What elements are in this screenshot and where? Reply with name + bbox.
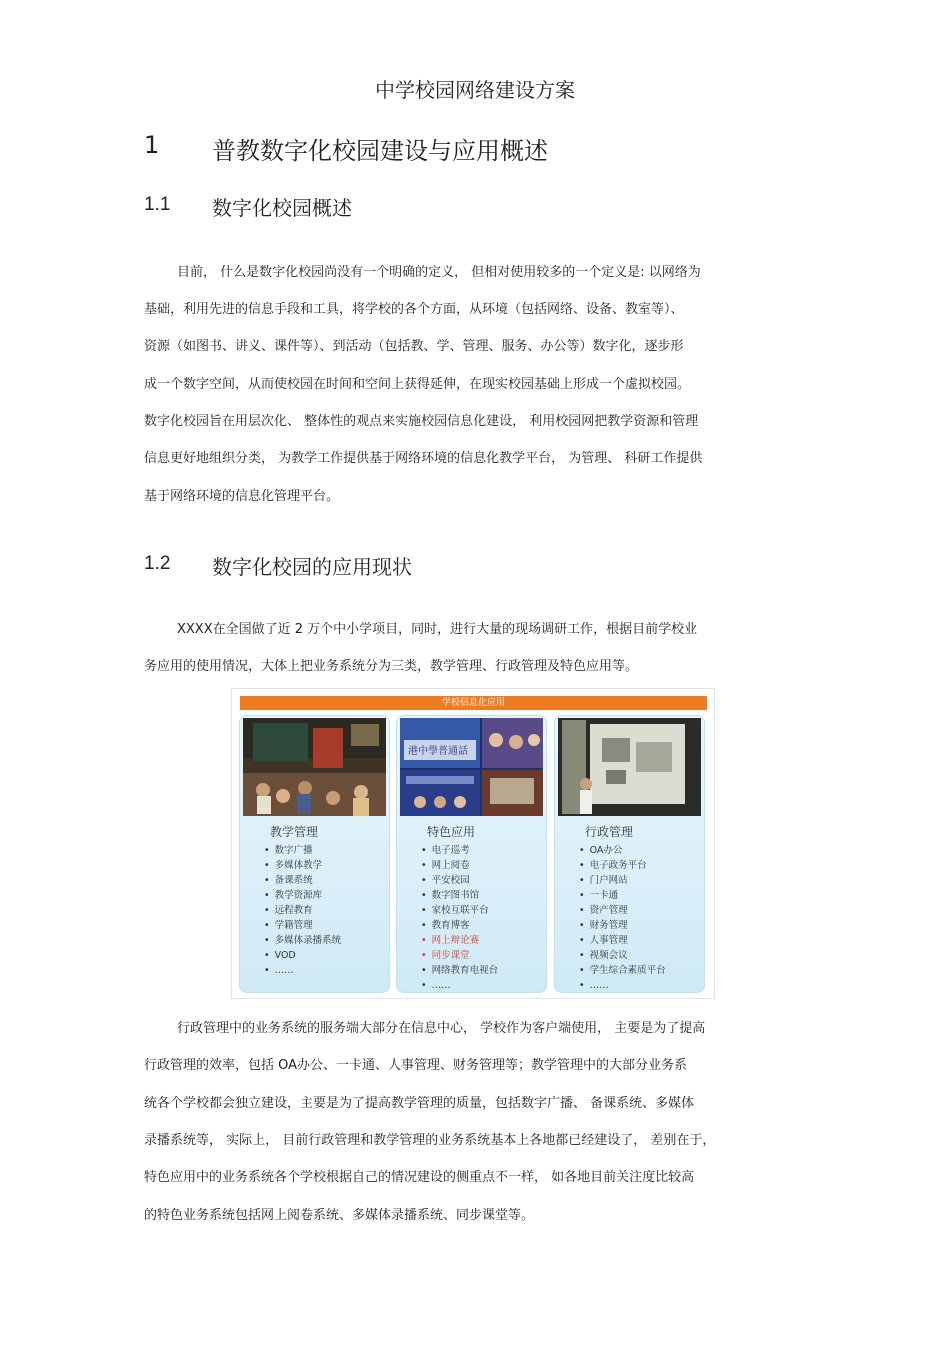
section-1-number: 1 — [144, 131, 160, 159]
list-item: • 学籍管理 — [264, 918, 341, 933]
list-item: • 网上阅卷 — [421, 858, 498, 873]
list-item: • 网络教育电视台 — [421, 963, 498, 978]
section-1-1-number: 1.1 — [144, 194, 171, 215]
list-item: • 电子巡考 — [421, 843, 498, 858]
list-item: • 多媒体录播系统 — [264, 933, 341, 948]
list-item: • 一卡通 — [579, 888, 666, 903]
school-info-apps-figure — [231, 688, 715, 999]
list-item: • 人事管理 — [579, 933, 666, 948]
list-item: • 资产管理 — [579, 903, 666, 918]
paragraph-line: 务应用的使用情况，大体上把业务系统分为三类，教学管理、行政管理及特色应用等。 — [144, 659, 639, 674]
paragraph-line: 数字化校园旨在用层次化、 整体性的观点来实施校园信息化建设， 利用校园网把教学资源和管理 — [144, 414, 699, 429]
column-title: 特色应用 — [427, 825, 476, 839]
column-admin-management — [554, 715, 705, 993]
figure-header: 学校信息化应用 — [240, 696, 707, 710]
list-item: • …… — [579, 978, 666, 993]
list-item-highlighted: • 网上辩论赛 — [421, 933, 498, 948]
list-item: • 教学资源库 — [264, 888, 341, 903]
paragraph-line: 的特色业务系统包括网上阅卷系统、多媒体录播系统、同步课堂等。 — [144, 1208, 535, 1223]
paragraph-line: 资源（如图书、讲义、课件等）、到活动（包括教、学、管理、服务、办公等）数字化，逐步形 — [144, 339, 684, 354]
list-item: • 数字图书馆 — [421, 888, 498, 903]
column-title: 行政管理 — [585, 825, 634, 839]
column-items — [579, 843, 666, 993]
list-item: • OA办公 — [579, 843, 666, 858]
list-item: • VOD — [264, 948, 341, 963]
list-item: • 多媒体教学 — [264, 858, 341, 873]
list-item: • 门户网站 — [579, 873, 666, 888]
paragraph-line: 目前， 什么是数字化校园尚没有一个明确的定义， 但相对使用较多的一个定义是: 以网络为 — [177, 265, 701, 280]
paragraph-line: 成一个数字空间，从而使校园在时间和空间上获得延伸，在现实校园基础上形成一个虚拟校园。 — [144, 377, 691, 392]
list-item: • 平安校园 — [421, 873, 498, 888]
section-1-1-title: 数字化校园概述 — [212, 196, 352, 220]
paragraph-line: 基础，利用先进的信息手段和工具，将学校的各个方面，从环境（包括网络、设备、教室等）、 — [144, 302, 684, 317]
list-item: • 远程教育 — [264, 903, 341, 918]
section-1-2-title: 数字化校园的应用现状 — [212, 555, 412, 579]
paragraph-line: 统各个学校都会独立建设，主要是为了提高教学管理的质量，包括数字广播、 备课系统、多媒体 — [144, 1096, 695, 1111]
column-title: 教学管理 — [270, 825, 319, 839]
section-1-2-number: 1.2 — [144, 553, 171, 574]
paragraph-line: 信息更好地组织分类， 为教学工作提供基于网络环境的信息化教学平台， 为管理、 科研工作提供 — [144, 451, 703, 466]
list-item: • 视频会议 — [579, 948, 666, 963]
paragraph-line: 特色应用中的业务系统各个学校根据自己的情况建设的侧重点不一样， 如各地目前关注度比较高 — [144, 1170, 695, 1185]
paragraph-line: 基于网络环境的信息化管理平台。 — [144, 489, 340, 504]
list-item: • 教育博客 — [421, 918, 498, 933]
list-item-highlighted: • 同步课堂 — [421, 948, 498, 963]
list-item: • 数字广播 — [264, 843, 341, 858]
paragraph-line: 录播系统等， 实际上， 目前行政管理和教学管理的业务系统基本上各地都已经建设了， 差别在于， — [144, 1133, 716, 1148]
list-item: • 电子政务平台 — [579, 858, 666, 873]
collage-photo — [400, 718, 543, 816]
column-items — [264, 843, 341, 978]
meeting-photo — [558, 718, 701, 816]
document-title: 中学校园网络建设方案 — [375, 78, 575, 102]
column-featured-apps — [396, 715, 547, 993]
collage-caption: 港中學普通話 — [408, 746, 468, 757]
paragraph-line: 行政管理中的业务系统的服务端大部分在信息中心， 学校作为客户端使用， 主要是为了提高 — [177, 1021, 706, 1036]
column-items — [421, 843, 498, 993]
paragraph-line: XXXX在全国做了近 2 万个中小学项目，同时，进行大量的现场调研工作，根据目前学校业 — [177, 622, 698, 637]
list-item: • 备课系统 — [264, 873, 341, 888]
list-item: • …… — [421, 978, 498, 993]
list-item: • …… — [264, 963, 341, 978]
section-1-title: 普教数字化校园建设与应用概述 — [212, 137, 548, 165]
list-item: • 家校互联平台 — [421, 903, 498, 918]
list-item: • 财务管理 — [579, 918, 666, 933]
column-teaching-management — [239, 715, 390, 993]
classroom-photo — [243, 718, 386, 816]
list-item: • 学生综合素质平台 — [579, 963, 666, 978]
paragraph-line: 行政管理的效率，包括 OA办公、一卡通、人事管理、财务管理等；教学管理中的大部分业务系 — [144, 1058, 688, 1073]
